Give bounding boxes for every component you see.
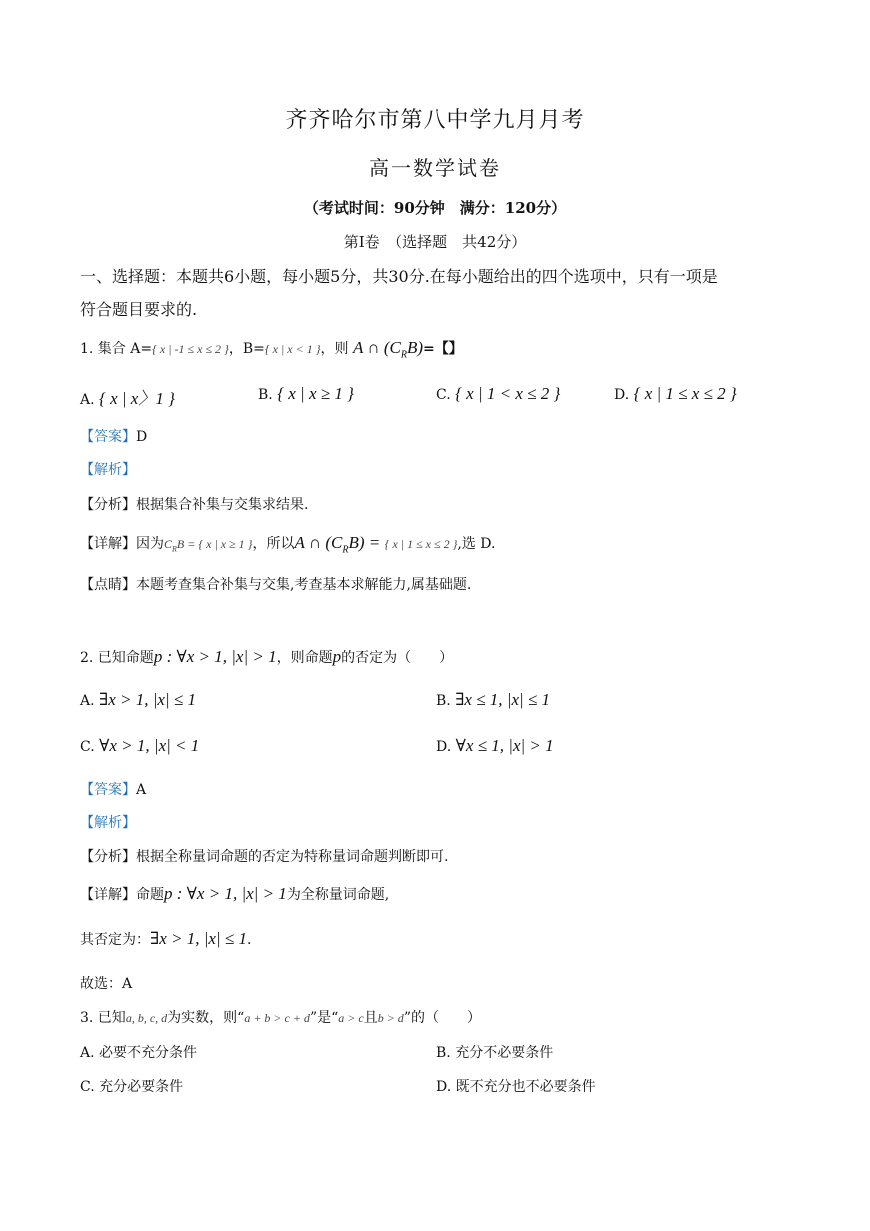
question-1-stem xyxy=(80,338,463,360)
exam-info: （考试时间：90分钟 满分：120分） xyxy=(303,199,567,217)
q1-mid: ，B= xyxy=(228,341,265,357)
q1-fenxi: 【分析】根据集合补集与交集求结果. xyxy=(80,497,309,513)
exam-title: 齐齐哈尔市第八中学九月月考 xyxy=(285,108,585,133)
q2-option-d[interactable]: D. ∀x ≤ 1, |x| > 1 xyxy=(436,736,554,755)
q2-analysis-tag: 【解析】 xyxy=(80,815,136,831)
q1-option-c[interactable]: C. { x | 1 < x ≤ 2 } xyxy=(436,384,561,403)
q3-option-c[interactable]: C. 充分必要条件 xyxy=(80,1079,184,1095)
q2-option-b[interactable]: B. ∃x ≤ 1, |x| ≤ 1 xyxy=(436,690,551,709)
q1-setB: { x | x < 1 } xyxy=(264,342,321,356)
q2-negation: 其否定为：∃x > 1, |x| ≤ 1. xyxy=(80,929,252,948)
q1-prefix: 1. 集合 A= xyxy=(80,341,153,357)
q1-then: ，则 xyxy=(320,341,349,357)
exam-subtitle: 高一数学试卷 xyxy=(369,156,501,180)
q1-option-d[interactable]: D. { x | 1 ≤ x ≤ 2 } xyxy=(614,384,737,403)
q1-bracket: =【】 xyxy=(422,341,463,357)
q2-choose: 故选：A xyxy=(80,976,133,992)
q2-xiangjie: 【详解】命题p : ∀x > 1, |x| > 1为全称量词命题, xyxy=(80,884,390,903)
q3-option-b[interactable]: B. 充分不必要条件 xyxy=(436,1045,554,1061)
part-label: 第Ⅰ卷 （选择题 共42分） xyxy=(343,233,527,251)
q1-setA: { x | -1 ≤ x ≤ 2 } xyxy=(152,342,229,356)
q1-dianjing: 【点睛】本题考查集合补集与交集,考查基本求解能力,属基础题. xyxy=(80,577,472,593)
section-instructions-line1: 一、选择题：本题共6小题，每小题5分，共30分.在每小题给出的四个选项中，只有一项是 xyxy=(80,267,718,286)
q2-option-c[interactable]: C. ∀x > 1, |x| < 1 xyxy=(80,736,200,755)
question-3-stem: 3. 已知a, b, c, d为实数，则“a + b > c + d”是“a > c且b > d”的（ ） xyxy=(80,1010,481,1026)
q2-option-a[interactable]: A. ∃x > 1, |x| ≤ 1 xyxy=(80,690,196,709)
q3-option-a[interactable]: A. 必要不充分条件 xyxy=(80,1045,198,1061)
q1-option-a[interactable]: A. { x | x〉1 } xyxy=(80,389,175,408)
q1-option-b[interactable]: B. { x | x ≥ 1 } xyxy=(258,384,354,403)
question-2-stem: 2. 已知命题p : ∀x > 1, |x| > 1，则命题p的否定为（ ） xyxy=(80,647,454,666)
q2-fenxi: 【分析】根据全称量词命题的否定为特称量词命题判断即可. xyxy=(80,849,449,865)
q1-analysis-tag: 【解析】 xyxy=(80,462,136,478)
q1-expression: A ∩ $(C_RB)$ xyxy=(352,338,423,361)
q3-option-d[interactable]: D. 既不充分也不必要条件 xyxy=(436,1079,596,1095)
q1-answer: 【答案】D xyxy=(80,429,148,445)
q1-xiangjie: 【详解】因为$C_RB$ = { x | x ≥ 1 }，所以A ∩ $(C_RB)$ = { x | 1 ≤ x ≤ 2 },选 D. xyxy=(80,533,496,556)
q2-answer: 【答案】A xyxy=(80,782,147,798)
section-instructions-line2: 符合题目要求的. xyxy=(80,300,198,319)
